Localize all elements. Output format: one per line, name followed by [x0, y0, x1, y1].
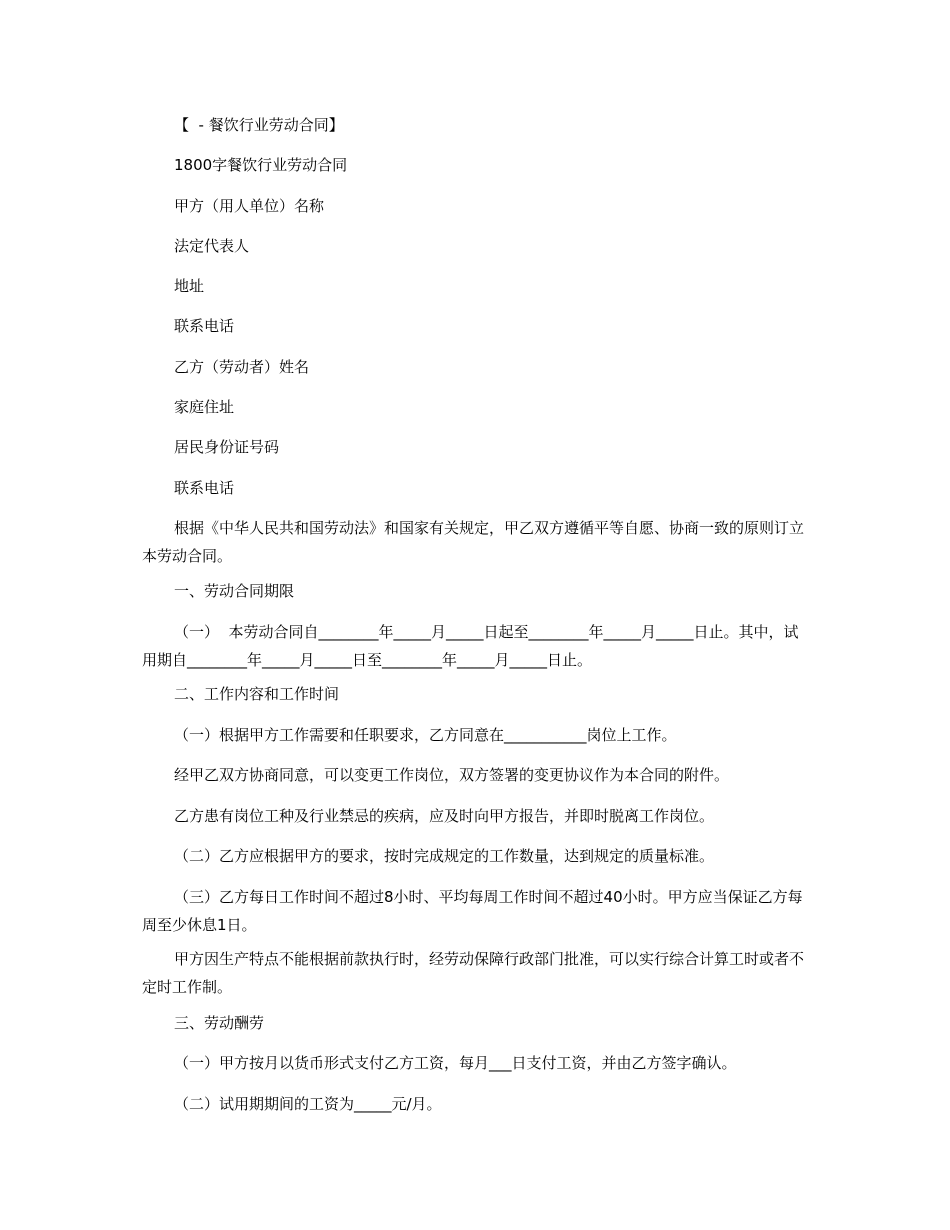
section-2-quota-paragraph: （二）乙方应根据甲方的要求，按时完成规定的工作数量，达到规定的质量标准。 [174, 847, 715, 865]
party-a-name-label: 甲方（用人单位）名称 [174, 197, 325, 215]
document-title: 【 - 餐饮行业劳动合同】 [174, 116, 344, 134]
section-2-position-paragraph: （一）根据甲方工作需要和任职要求，乙方同意在___________岗位上工作。 [174, 726, 677, 744]
section-2-illness-paragraph: 乙方患有岗位工种及行业禁忌的疾病，应及时向甲方报告，并即时脱离工作岗位。 [174, 807, 715, 825]
section-1-heading: 一、劳动合同期限 [174, 582, 295, 600]
section-2-hours-paragraph: （三）乙方每日工作时间不超过8小时、平均每周工作时间不超过40小时。甲方应当保证乙方每周至少休息1日。 [142, 888, 803, 934]
section-2-heading: 二、工作内容和工作时间 [174, 685, 340, 703]
document-subtitle: 1800字餐饮行业劳动合同 [174, 156, 348, 174]
section-3-heading: 三、劳动酬劳 [174, 1014, 265, 1032]
party-b-id-number-label: 居民身份证号码 [174, 438, 280, 456]
party-b-phone-label: 联系电话 [174, 479, 235, 497]
party-a-legal-rep-label: 法定代表人 [174, 237, 250, 255]
section-3-payday-paragraph: （一）甲方按月以货币形式支付乙方工资，每月___日支付工资，并由乙方签字确认。 [174, 1054, 737, 1072]
section-3-probation-wage-paragraph: （二）试用期期间的工资为_____元/月。 [174, 1095, 442, 1113]
party-a-phone-label: 联系电话 [174, 317, 235, 335]
section-1-term-paragraph: （一） 本劳动合同自________年_____月_____日起至________年_____月_____日止。其中，试用期自________年_____月_____日至________年_____月_____日止。 [142, 623, 799, 669]
section-2-change-paragraph: 经甲乙双方协商同意，可以变更工作岗位，双方签署的变更协议作为本合同的附件。 [174, 766, 730, 784]
preamble-paragraph: 根据《中华人民共和国劳动法》和国家有关规定，甲乙双方遵循平等自愿、协商一致的原则订立本劳动合同。 [142, 519, 805, 565]
party-b-home-address-label: 家庭住址 [174, 398, 235, 416]
party-b-name-label: 乙方（劳动者）姓名 [174, 358, 310, 376]
party-a-address-label: 地址 [174, 277, 205, 295]
section-2-exception-paragraph: 甲方因生产特点不能根据前款执行时，经劳动保障行政部门批准，可以实行综合计算工时或者不定时工作制。 [142, 950, 805, 996]
